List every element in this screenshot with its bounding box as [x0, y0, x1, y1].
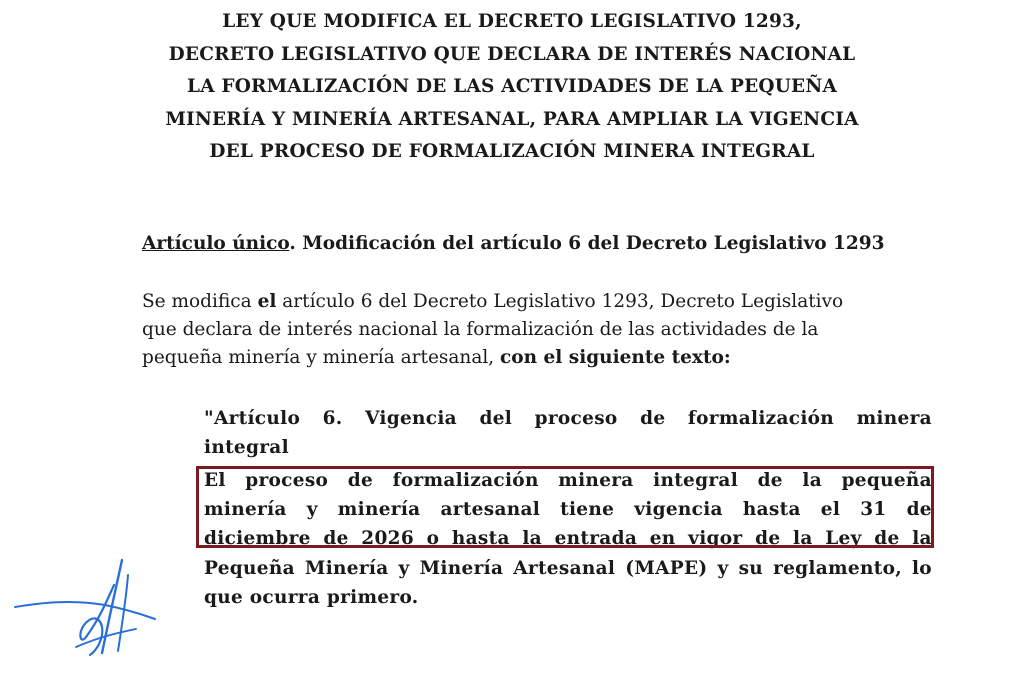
- quote-line: [204, 583, 932, 612]
- quote-line: [204, 554, 932, 583]
- title-line: DEL PROCESO DE FORMALIZACIÓN MINERA INTEGRAL: [209, 141, 815, 162]
- title-line: DECRETO LEGISLATIVO QUE DECLARA DE INTERÉS NACIONAL: [168, 43, 856, 65]
- title-line: LA FORMALIZACIÓN DE LAS ACTIVIDADES DE LA PEQUEÑA: [186, 76, 838, 97]
- quote-word: lo: [911, 558, 932, 579]
- quote-word: de: [906, 499, 932, 520]
- quote-line: [204, 404, 932, 433]
- quote-word: la: [793, 528, 813, 549]
- body-line: que declara de interés nacional la formalización de las actividades de la: [142, 319, 819, 340]
- quote-word: "Artículo: [204, 408, 301, 429]
- quote-word: de: [323, 528, 349, 549]
- quote-word: minería: [337, 499, 421, 520]
- signature-scribble: [10, 555, 160, 665]
- quote-word: de: [755, 528, 781, 549]
- quote-word: formalización: [687, 408, 835, 429]
- title-line: MINERÍA Y MINERÍA ARTESANAL, PARA AMPLIAR LA VIGENCIA: [165, 108, 859, 130]
- quote-word: en: [649, 528, 676, 549]
- quote-word: reglamento,: [773, 558, 902, 579]
- quote-word: vigor: [688, 528, 743, 549]
- quote-word: formalización: [392, 470, 539, 491]
- quote-word: Minería: [304, 558, 389, 579]
- quote-word: minera: [856, 408, 932, 429]
- quote-word: Pequeña: [204, 558, 295, 579]
- quote-word: Minería: [419, 558, 504, 579]
- quoted-article-body-rest: [204, 554, 932, 612]
- quote-word: proceso: [245, 470, 329, 491]
- quote-word: artesanal: [440, 499, 541, 520]
- quote-word: y: [398, 558, 410, 579]
- quote-word: proceso: [534, 408, 618, 429]
- body-text-bold: el: [257, 291, 277, 312]
- body-text: pequeña minería y minería artesanal,: [142, 347, 501, 368]
- quote-word: la: [912, 528, 932, 549]
- quote-word: y: [306, 499, 318, 520]
- quote-word: 2026: [361, 528, 414, 549]
- quote-word: tiene: [560, 499, 615, 520]
- quote-word: pequeña: [841, 470, 932, 491]
- quote-word: Artesanal: [513, 558, 616, 579]
- quote-word: entrada: [554, 528, 638, 549]
- law-title: [150, 6, 874, 169]
- quote-word: minería: [204, 499, 287, 520]
- quote-word: integral: [204, 437, 289, 458]
- quote-word: 31: [860, 499, 887, 520]
- quoted-article-title: [204, 404, 932, 462]
- article-heading: [142, 230, 932, 258]
- quote-line: [204, 433, 932, 462]
- quote-word: diciembre: [204, 528, 311, 549]
- quote-word: Ley: [825, 528, 862, 549]
- quote-word: minera: [558, 470, 634, 491]
- quote-word: de: [757, 470, 783, 491]
- body-line: [142, 344, 932, 372]
- quote-word: de: [347, 470, 374, 491]
- quote-word: o: [426, 528, 440, 549]
- quote-word: y: [717, 558, 729, 579]
- body-line: [142, 288, 932, 316]
- article-heading-text: . Modificación del artículo 6 del Decreto Legislativo 1293: [289, 233, 885, 254]
- quote-word: hasta: [742, 499, 801, 520]
- quote-word: el: [820, 499, 841, 520]
- body-text: artículo 6 del Decreto Legislativo 1293, Decreto Legislativo: [276, 291, 844, 312]
- quote-word: hasta: [451, 528, 510, 549]
- quote-word: de: [874, 528, 900, 549]
- body-text-bold: con el siguiente texto:: [500, 347, 731, 368]
- article-body: [142, 288, 932, 372]
- quote-word: Vigencia: [365, 408, 457, 429]
- quote-word: (MAPE): [625, 558, 708, 579]
- highlight-box: [196, 466, 934, 548]
- quote-word: de: [640, 408, 666, 429]
- title-line: LEY QUE MODIFICA EL DECRETO LEGISLATIVO 1293,: [222, 11, 802, 32]
- quote-word: la: [522, 528, 542, 549]
- quote-word: 6.: [322, 408, 343, 429]
- quote-word: que ocurra primero.: [204, 587, 419, 608]
- quote-word: su: [738, 558, 764, 579]
- quote-word: integral: [653, 470, 739, 491]
- quote-word: la: [802, 470, 823, 491]
- article-label: Artículo único: [142, 233, 290, 254]
- quote-word: vigencia: [634, 499, 723, 520]
- body-text: Se modifica: [142, 291, 258, 312]
- quote-word: El: [204, 470, 226, 491]
- quote-word: del: [479, 408, 513, 429]
